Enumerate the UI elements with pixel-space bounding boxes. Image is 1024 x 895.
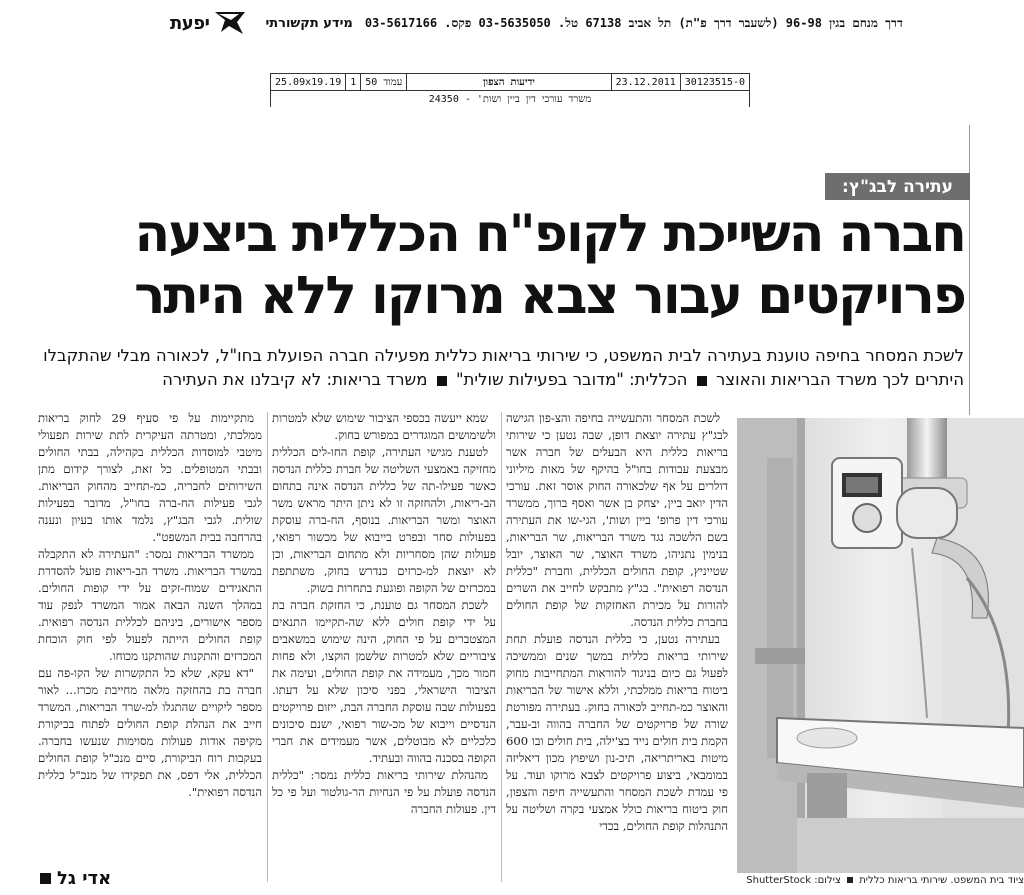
stamp-row-main bbox=[270, 73, 750, 91]
caption-text: ציוד בית המשפט. שירותי בריאות כללית bbox=[859, 875, 1024, 886]
author-name: אדי גל bbox=[57, 868, 112, 889]
paragraph: מהנהלת שירותי בריאות כללית נמסר: "כללית הנדסה פועלת על פי הנחיות הר-גולטור ועל פי כל דין. פעולות החברה bbox=[272, 768, 496, 816]
stamp-client: משרד עורכי דין ביין ושות' - 24350 bbox=[428, 93, 592, 105]
stamp-size: 25.09x19.19 bbox=[275, 76, 342, 88]
article-byline bbox=[40, 868, 111, 889]
body-column-3 bbox=[38, 410, 262, 860]
stamp-page: עמוד 50 bbox=[360, 74, 406, 90]
agency-name: יפעת bbox=[170, 12, 210, 34]
xray-room-image bbox=[737, 418, 1024, 873]
column-rule bbox=[969, 125, 970, 415]
article-kicker: עתירה לבג"ץ: bbox=[825, 173, 970, 200]
black-square-bullet-icon bbox=[40, 873, 51, 884]
caption-credit: צילום: ShutterStock bbox=[746, 875, 841, 886]
column-divider bbox=[267, 412, 268, 882]
clipping-stamp bbox=[270, 73, 750, 107]
agency-address: דרך מנחם בגין 96-98 (לשעבר דרך פ"ת) תל אביב 67138 טל. 03-5635050 פקס. 03-5617166 bbox=[364, 15, 903, 30]
black-square-bullet-icon bbox=[437, 376, 447, 386]
photo-caption bbox=[737, 875, 1024, 886]
black-square-bullet-icon bbox=[697, 376, 707, 386]
paragraph: לשכת המסחר גם טוענת, כי החזקת חברה בת על ידי קופת חולים ללא שה-תקיימו התנאים המצטברים על פי החוק, הינה שימוש במשאבים ציבוריים שלא למטרות שלשמן הוקצו, ולא פחות חמור מכך, מעמידה את קופת החולים, ועימה את הציבור הישראלי, בפני סיכון שלא על דעתו. בפעולות שבה עוסקת החברה הבת, ייזום פרויקטים הנדסיים וייבוא של מכ-שור רפואי, ישנם סיכונים כלכליים לא מבוטלים, אשר מעמידים את חברי הקופה בסכנה בהווה ובעתיד. bbox=[272, 598, 496, 765]
stamp-item-id: 30123515-0 bbox=[680, 74, 749, 90]
paragraph: ממשרד הבריאות נמסר: "העתירה לא התקבלה במשרד הבריאות. משרד הב-ריאות פועל להסדרת התאגידים שמוח-זקים על ידי קופות החולים. במהלך השנה הבאה אמור המשרד לנפק עוד מספר אישורים, ביניהם לכללית הנדסה רפואית. קופת החולים הייתה לפעול לפי חוק הוכחת המכרזים והתקנות שהותקנו מכוחו. bbox=[38, 547, 262, 663]
headline-line-1: חברה השייכת לקופ"ח הכללית ביצעה bbox=[134, 204, 965, 264]
agency-logo bbox=[170, 10, 247, 36]
lead-part-3: משרד בריאות: לא קיבלנו את העתירה bbox=[162, 370, 428, 389]
stamp-date: 23.12.2011 bbox=[611, 74, 680, 90]
yifat-bird-icon bbox=[213, 10, 247, 36]
paragraph: מתקיימות על פי סעיף 29 לחוק בריאות ממלכתי, ומטרתה העיקרית לתת שירות תפעולי מיטבי למוסדות הכללית בקהילה, בבתי החולים ובבתי המטופלים. כל זאת, לצורך קידום מתן השירותים לחבריה, כמ-תחייב מהחוק הבריאות. לגבי פעילות הח-ברה בחו"ל, מדובר בפעילות שולית. לגבי הבג"ץ, נלמד אותו בעיון ונענה בהרחבה בבית המשפט". bbox=[38, 411, 262, 544]
paragraph: לטענת מגישי העתירה, קופת החו-לים הכללית מחזיקה באמצעי השליטה של חברת כללית הנדסה כאשר פעילו-תה של כללית הנדסה אינה בתחום הב-ריאות, ולהחזקה זו לא ניתן היתר מראש משר האוצר ומשר הבריאות. בנוסף, הח-ברה עוסקת בפעולות סחר ובפרט בייבוא של מכשור רפואי, פעולות שהן מסחריות ולא מתחום הבריאות, וכן לא יוצאת למ-כרזים כנדרש בחוק, משתתפת במכרזים של הקופה ופוגעת בתחרות בשוק. bbox=[272, 445, 496, 595]
body-column-2 bbox=[272, 410, 496, 875]
article-lead bbox=[38, 344, 964, 392]
paragraph: שמא ייעשה בכספי הציבור שימוש שלא למטרות ולשימושים המוגדרים במפורש בחוק. bbox=[272, 411, 496, 442]
column-divider bbox=[501, 412, 502, 882]
stamp-publication: ידיעות הצפון bbox=[406, 74, 610, 90]
agency-header bbox=[170, 6, 1010, 40]
lead-part-1: לשכת המסחר בחיפה טוענת בעתירה לבית המשפט, כי שירותי בריאות כללית מפעילה חברה הפועלת בחו"ל, לכאורה מבלי שהתקבלו היתרים לכך משרד הבריאות והאוצר bbox=[43, 346, 964, 389]
headline-line-2: פרויקטים עבור צבא מרוקו ללא היתר bbox=[134, 266, 965, 326]
paragraph: "דא עקא, שלא כל התקשרות של הקו-פה עם חברה בת בהחזקה מלאה מחייבת מכרז... לאור מספר ליקויים שהתגלו למ-שרד הבריאות, המשרד חייב את הנהלת קופת החולים לפתוח בביקורת מקיפה אודות פעולות מסוימות שנעשו בחברה. בעקבות רוח הביקורת, סיים מנכ"ל קופת החולים הכללית, אלי דפס, את תפקידו של מנכ"ל כללית הנדסה רפואית". bbox=[38, 666, 262, 799]
lead-part-2: הכללית: "מדובר בפעילות שולית" bbox=[455, 370, 688, 389]
stamp-edition: 1 bbox=[345, 74, 360, 90]
agency-tagline: מידע תקשורתי bbox=[265, 15, 353, 31]
black-square-bullet-icon bbox=[847, 877, 853, 883]
paragraph: לשכת המסחר והתעשייה בחיפה והצ-פון הגישה לבג"ץ עתירה יוצאת דופן, שבה נטען כי שירותי בריאות כללית היא הבעלים של חברה אשר מבצעת עבודות בחו"ל בהיקף של מאות מיליוני דולרים על אף שלכאורה החוק אוסר זאת. עורכי הדין יואב ביין, יצחק בן אשר ואסף ברוך, ממשרד עורכי דין פרופ' ביין ושות', הגי-שו את העתירה בשם הלשכה נגד משרד הבריאות, שר הבריאות, בנימין נתניהו, משרד האוצר, שר האוצר, יובל שטייניץ, קופת החולים הכללית, וחברת "כללית הנדסה רפואית". בג"ץ מתבקש לחייב את השרים להורות על מכירת האחזקות של קופת החולים בחברת כללית הנדסה. bbox=[506, 411, 728, 629]
paragraph: בעתירה נטען, כי כללית הנדסה פועלת תחת שירותי בריאות כללית במשך שנים וממשיכה לפעול גם כיום בניגוד להוראות המתחייבות מחוק ביטוח בריאות ממלכתי, וללא אישור של הבריאות והאוצר כמ-תחייב לכאורה בחוק. בעתירה מפורטת שורה של פרויקטים של החברה בהווה וב-עבר, הקמת בית חולים נייד בצ'ילה, בית חולים ובו 600 מיטות באריתריאה, תיכ-נון ושיפוץ מכון דיאליזה במומבאי, ביצוע פרויקטים לצבא מרוקו ועוד. על פי עמדת לשכת המסחר והתעשייה חיפה והצפון, חוק ביטוח בריאות כולל אמצעי בקרה ושליטה על התנהלות קופת החולים, בכדי bbox=[506, 632, 728, 833]
article-headline bbox=[134, 203, 965, 327]
body-column-1 bbox=[506, 410, 728, 875]
article-photo bbox=[737, 418, 1024, 873]
stamp-row-client bbox=[270, 91, 750, 107]
